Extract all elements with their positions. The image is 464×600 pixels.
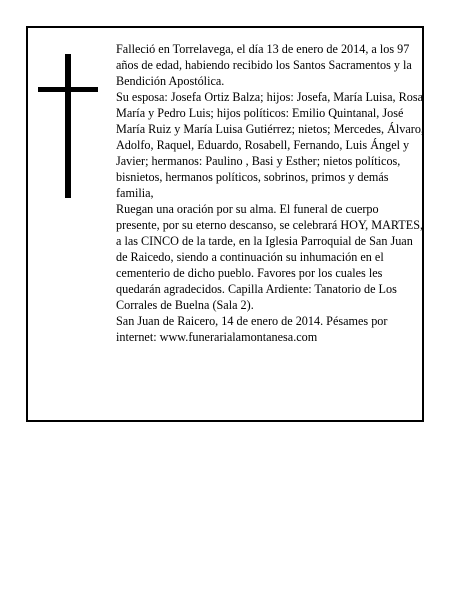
family-list: Su esposa: Josefa Ortiz Balza; hijos: Josefa, María Luisa, Rosa María y Pedro Luis; hijos políticos: Emilio Quintanal, José María Ruiz y María Luisa Gutiérrez; nietos; Mercedes, Álvaro, Adolfo, Raquel, Eduardo, Rosabell, Fernando, Luis Ángel y Javier; hermanos: Paulino , Basi y Esther; nietos políticos, bisnietos, hermanos políticos, sobrinos, primos y demás familia, bbox=[116, 90, 424, 200]
cross-icon bbox=[38, 54, 98, 198]
cross-horizontal-bar bbox=[38, 87, 98, 92]
funeral-details: Ruegan una oración por su alma. El funeral de cuerpo presente, por su eterno descanso, se celebrará HOY, MARTES, a las CINCO de la tarde, en la Iglesia Parroquial de San Juan de Raicedo, siendo a continuación su inhumación en el cementerio de dicho pueblo. Favores por los cuales les quedarán agradecidos. Capilla Ardiente: Tanatorio de Los Corrales de Buelna (Sala 2). bbox=[116, 202, 424, 312]
death-announcement: Falleció en Torrelavega, el día 13 de enero de 2014, a los 97 años de edad, habiendo recibido los Santos Sacramentos y la Bendición Apostólica. bbox=[116, 42, 412, 88]
obituary-text bbox=[116, 41, 424, 345]
obituary-notice bbox=[26, 26, 424, 422]
cross-vertical-bar bbox=[65, 54, 71, 198]
place-date-condolences: San Juan de Raicero, 14 de enero de 2014. Pésames por internet: www.funerarialamontanesa.com bbox=[116, 314, 388, 344]
